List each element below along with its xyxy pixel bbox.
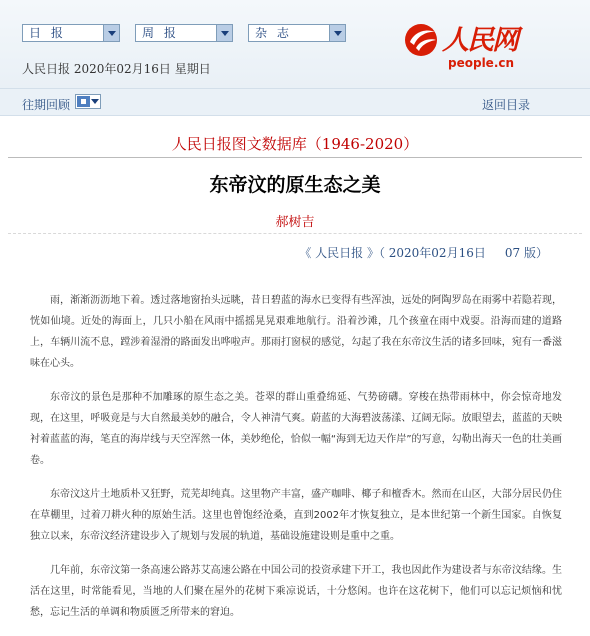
people-cn-logo[interactable]: [402, 16, 552, 76]
article-title: 东帝汶的原生态之美: [209, 174, 381, 196]
chevron-down-icon[interactable]: [216, 25, 232, 41]
article-paragraph: 几年前，东帝汶第一条高速公路苏艾高速公路在中国公司的投资承建下开工，我也因此作为建设者与东帝汶结缘。生活在这里，时常能看见，当地的人们聚在屋外的花树下乘凉说话，十分悠闲。也许在这花树下，他们可以忘记烦恼和忧愁，忘记生活的单调和物质匮乏所带来的窘迫。: [30, 565, 562, 618]
daily-select-value: 日 报: [29, 26, 66, 40]
article-source: 《 人民日报 》（ 2020年02月16日 07 版）: [299, 246, 548, 260]
divider: [8, 157, 582, 158]
logo-url: people.cn: [448, 56, 515, 70]
chevron-down-icon[interactable]: [329, 25, 345, 41]
article-paragraph: 东帝汶的景色是那种不加雕琢的原生态之美。苍翠的群山重叠绵延、气势磅礴。穿梭在热带雨林中，你会惊奇地发现，在这里，呼吸竟是与大自然最美妙的融合，令人神清气爽。蔚蓝的大海碧波荡漾、辽阔无际。放眼望去，蓝蓝的天映衬着蓝蓝的海，笔直的海岸线与天空浑然一体，美妙绝伦，恰似一幅“海到无边天作岸”的写意，勾勒出海天一色的壮美画卷。: [30, 392, 562, 466]
weekly-select[interactable]: [135, 24, 233, 42]
article-body: [30, 290, 562, 636]
past-issues-date-picker[interactable]: [75, 94, 101, 109]
nav-bar: [0, 88, 590, 116]
magazine-select[interactable]: [248, 24, 346, 42]
article-author: 郝树吉: [275, 215, 315, 230]
issue-date: 人民日报 2020年02月16日 星期日: [22, 62, 211, 76]
article-paragraph: 东帝汶这片土地质朴又狂野，荒芜却纯真。这里物产丰富，盛产咖啡、椰子和檀香木。然而在山区，大部分居民仍住在草棚里，过着刀耕火种的原始生活。这里也曾饱经沧桑，直到2002年才恢复独立，是本世纪第一个新生国家。自恢复独立以来，东帝汶经济建设步入了规划与发展的轨道，基础设施建设则是重中之重。: [30, 489, 562, 542]
article-paragraph: 雨，渐渐沥沥地下着。透过落地窗抬头远眺，昔日碧蓝的海水已变得有些浑浊，远处的阿陶罗岛在雨雾中若隐若现，恍如仙境。近处的海面上，几只小船在风雨中摇摇晃晃艰难地航行。沿着沙滩，几个孩童在雨中戏耍。沿海而建的道路上，车辆川流不息，蹚涉着湿滑的路面发出哗啦声。那雨打窗棂的感觉，勾起了我在东帝汶生活的诸多回味，宛有一番滋味在心头。: [30, 295, 562, 369]
past-issues-link[interactable]: 往期回顾: [22, 98, 71, 112]
calendar-icon: [77, 96, 90, 107]
chevron-down-icon: [91, 99, 99, 104]
magazine-select-value: 杂 志: [255, 26, 292, 40]
chevron-down-icon[interactable]: [103, 25, 119, 41]
database-title: 人民日报图文数据库（1946-2020）: [171, 135, 419, 153]
logo-text: 人民网: [442, 25, 517, 56]
divider: [8, 233, 582, 234]
top-header: [0, 0, 590, 88]
people-logo-icon: [402, 18, 442, 58]
weekly-select-value: 周 报: [142, 26, 179, 40]
daily-select[interactable]: [22, 24, 120, 42]
back-to-contents-link[interactable]: 返回目录: [481, 98, 530, 112]
